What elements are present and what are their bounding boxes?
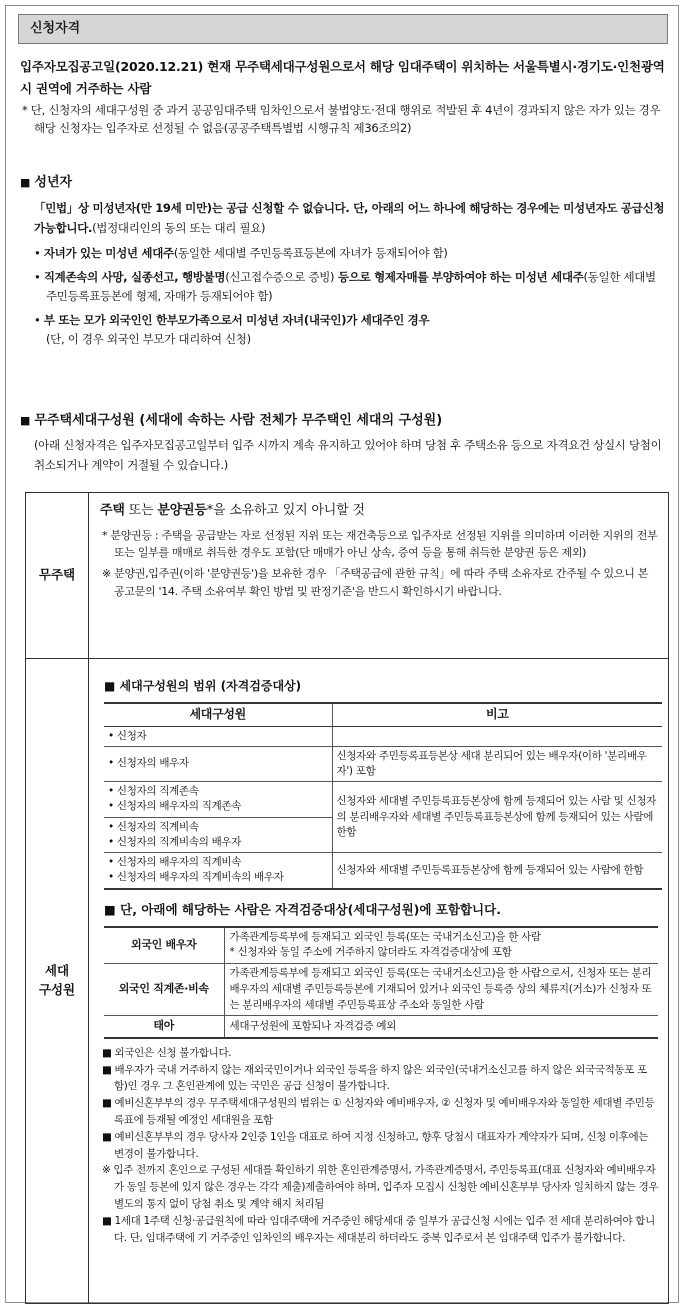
member-range-table <box>104 702 662 889</box>
foreign-desc: 가족관계등록부에 등재되고 외국인 등록(또는 국내거소신고)을 한 사람으로서, 신청자 또는 분리배우자의 세대별 주민등록등본에 기재되어 있거나 외국인 등록증 상의 체류지(거소)가 신청자 또는 분리배우자의 세대별 주민등록표상 주소와 동일한 사람 <box>224 964 658 1016</box>
foreign-desc-line: * 신청자와 동일 주소에 거주하지 않더라도 자격검증대상에 포함 <box>229 946 512 959</box>
member-note: ■ 외국인은 신청 불가합니다. <box>102 1046 232 1059</box>
member-line: • 신청자의 직계존속 <box>108 785 199 798</box>
minor-block <box>20 173 670 348</box>
member-row-body <box>90 659 668 1246</box>
minor-item-3-bold: 부 또는 모가 외국인인 한부모가족으로서 미성년 자녀(내국인)가 세대주인 경우 <box>43 313 430 328</box>
member-cell: • 신청자의 배우자 <box>104 746 332 781</box>
foreign-label: 외국인 배우자 <box>104 927 224 964</box>
eligibility-table <box>25 492 669 1304</box>
minor-heading-text: 성년자 <box>34 175 73 190</box>
household-para: (아래 신청자격은 입주자모집공고일부터 입주 시까지 계속 유지하고 있어야 하며 당첨 후 주택소유 등으로 자격요건 상실시 당첨이 취소되거나 계약이 거절될 수 있습니다.) <box>34 437 662 473</box>
section-title: 신청자격 <box>18 14 668 44</box>
member-label-line2: 구성원 <box>38 982 76 997</box>
owner-title-b2: 분양권등 <box>157 503 207 518</box>
note-cell: 신청자와 세대별 주민등록표등본상에 함께 등재되어 있는 사람 및 신청자의 분리배우자와 세대별 주민등록표등본상에 함께 등재되어 있는 사람에 한함 <box>332 782 662 853</box>
household-block <box>20 411 670 476</box>
owner-note-1: * 분양권등 : 주택을 공급받는 자로 선정된 지위 또는 재건축등으로 입주자로 선정된 지위를 의미하며 이러한 지위의 전부 또는 일부를 매매로 취득한 경우도 포함(단 매매가 아닌 상속, 증여 등을 통해 취득한 분양권 등은 제외) <box>102 528 658 560</box>
minor-item-1-rest: (동일한 세대별 주민등록표등본에 자녀가 등재되어야 함) <box>173 246 448 261</box>
owner-note-2: ※ 분양권,입주권(이하 '분양권등')을 보유한 경우 「주택공급에 관한 규칙」에 따라 주택 소유자로 간주될 수 있으니 본 공고문의 '14. 주택 소유여부 확인 방법 및 판정기준'을 반드시 확인하시기 바랍니다. <box>102 566 649 598</box>
minor-item-2-mid: (신고접수증으로 증빙) <box>225 270 335 285</box>
minor-para-bold: 「민법」상 미성년자(만 19세 미만)는 공급 신청할 수 없습니다. 단, 아래의 어느 하나에 해당하는 경우에는 미성년자도 공급신청 가능합니다. <box>34 200 665 235</box>
foreign-label: 태아 <box>104 1016 224 1038</box>
member-notes <box>100 1045 660 1247</box>
minor-item-2-rest: (동일한 세대별 주민등록표등본에 형제, 자매가 등재되어야 함) <box>46 270 656 303</box>
member-note: ■ 예비신혼부부의 경우 당사자 2인중 1인을 대표로 하여 지정 신청하고, 향후 당첨시 대표자가 계약자가 되며, 신청 이후에는 변경이 불가합니다. <box>102 1130 649 1160</box>
minor-para-rest: (법정대리인의 동의 또는 대리 필요) <box>92 220 266 235</box>
member-row-label <box>26 659 89 1303</box>
table-row <box>104 782 662 817</box>
member-line: • 신청자의 배우자의 직계비속의 배우자 <box>108 871 284 884</box>
minor-item-2: • 직계존속의 사망, 실종선고, 행방불명(신고접수증으로 증빙) 등으로 형제자매를 부양하여야 하는 미성년 세대주(동일한 세대별 주민등록표등본에 형제, 자매가 등재되어야 함) <box>34 270 656 303</box>
owner-row-body <box>90 493 668 603</box>
square-bullet-icon: ■ <box>20 176 31 189</box>
foreign-desc: 세대구성원에 포함되나 자격검증 예외 <box>224 1016 658 1038</box>
intro-lead: 입주자모집공고일(2020.12.21) 현재 무주택세대구성원으로서 해당 임대주택이 위치하는 서울특별시·경기도·인천광역시 권역에 거주하는 사람 <box>20 59 665 96</box>
minor-item-3-rest: (단, 이 경우 외국인 부모가 대리하여 신청) <box>46 331 251 346</box>
household-heading-text: 무주택세대구성원 (세대에 속하는 사람 전체가 무주택인 세대의 구성원) <box>34 413 443 428</box>
foreign-table <box>104 926 658 1039</box>
foreign-desc <box>224 927 658 964</box>
table-row <box>104 1016 658 1038</box>
member-cell <box>104 853 332 889</box>
table-row <box>104 927 658 964</box>
foreign-label: 외국인 직계존·비속 <box>104 964 224 1016</box>
member-cell: • 신청자 <box>104 726 332 746</box>
member-line: • 신청자의 배우자의 직계비속 <box>108 856 242 869</box>
member-label-line1: 세대 <box>44 963 70 979</box>
foreign-desc-line: 가족관계등록부에 등재되고 외국인 등록(또는 국내거소신고)을 한 사람 <box>229 930 541 943</box>
owner-row <box>26 493 668 659</box>
intro-note: * 단, 신청자의 세대구성원 중 과거 공공임대주택 임차인으로서 불법양도·전대 행위로 적발된 후 4년이 경과되지 않은 자가 있는 경우 해당 신청자는 입주자로 선정될 수 없음(공공주택특별법 시행규칙 제36조의2) <box>22 102 661 136</box>
owner-title <box>100 501 660 522</box>
table-row <box>104 726 662 746</box>
member-note: ■ 예비신혼부부의 경우 무주택세대구성원의 범위는 ① 신청자와 예비배우자, ② 신청자 및 예비배우자와 동일한 세대별 주민등록표에 등재될 예정인 세대원을 포함 <box>102 1097 655 1126</box>
minor-item-1-bold: 자녀가 있는 미성년 세대주 <box>43 246 174 261</box>
table-row <box>104 746 662 781</box>
minor-paragraph <box>20 198 670 238</box>
owner-title-b1: 주택 <box>100 503 125 518</box>
intro-block <box>20 56 670 138</box>
member-line: • 신청자의 직계비속의 배우자 <box>108 835 242 848</box>
household-heading <box>20 411 670 432</box>
member-row <box>26 659 668 1303</box>
table-header-note: 비고 <box>332 703 662 726</box>
minor-heading <box>20 173 670 194</box>
member-note: ■ 1세대 1주택 신청·공급원칙에 따라 임대주택에 거주중인 해당세대 중 일부가 공급신청 시에는 입주 전 세대 분리하여야 합니다. 단, 임대주택에 기 거주중인 임차인의 배우자는 세대분리 하더라도 중복 입주로서 본 임대주택 입주가 불가합니다. <box>102 1214 655 1244</box>
owner-title-rest: *을 소유하고 있지 아니할 것 <box>206 503 365 518</box>
table-row <box>104 964 658 1016</box>
member-cell <box>104 782 332 817</box>
member-note: ※ 입주 전까지 혼인으로 구성된 세대를 확인하기 위한 혼인관계증명서, 가족관계증명서, 주민등록표(대표 신청자와 예비배우자가 동일 등본에 있지 않은 경우는 각각 제출)제출하여야 하며, 입주자 모집시 신청한 예비신혼부부 당사자 일치하지 않는 경우 별도의 통지 없이 당첨 취소 및 계약 해지 처리됨 <box>102 1164 659 1210</box>
minor-item-1: • 자녀가 있는 미성년 세대주(동일한 세대별 주민등록표등본에 자녀가 등재되어야 함) <box>34 246 448 261</box>
table-header-members: 세대구성원 <box>104 703 332 726</box>
minor-item-2-bold: 직계존속의 사망, 실종선고, 행방불명 <box>43 270 226 285</box>
member-line: • 신청자의 배우자의 직계존속 <box>108 800 242 813</box>
minor-item-3: • 부 또는 모가 외국인인 한부모가족으로서 미성년 자녀(내국인)가 세대주인 경우 (단, 이 경우 외국인 부모가 대리하여 신청) <box>34 313 430 346</box>
minor-item-2-bold2: 등으로 형제자매를 부양하여야 하는 미성년 세대주 <box>334 270 584 285</box>
member-line: • 신청자의 직계비속 <box>108 820 199 833</box>
foreign-heading: ■ 단, 아래에 해당하는 사람은 자격검증대상(세대구성원)에 포함합니다. <box>104 901 501 917</box>
note-cell <box>332 726 662 746</box>
member-note: ■ 배우자가 국내 거주하지 않는 재외국민이거나 외국인 등록을 하지 않은 외국인(국내거소신고를 하지 않은 외국국적동포 포함)인 경우 그 혼인관계에 있는 국민은 공급 신청이 불가합니다. <box>102 1063 647 1093</box>
note-cell: 신청자와 세대별 주민등록표등본상에 함께 등재되어 있는 사람에 한함 <box>332 853 662 889</box>
notice-page <box>5 5 679 1303</box>
owner-title-m1: 또는 <box>124 503 158 518</box>
range-heading: ■ 세대구성원의 범위 (자격검증대상) <box>104 679 302 693</box>
owner-row-label: 무주택 <box>26 493 89 658</box>
table-row <box>104 853 662 889</box>
note-cell: 신청자와 주민등록표등본상 세대 분리되어 있는 배우자(이하 '분리배우자') 포함 <box>332 746 662 781</box>
square-bullet-icon: ■ <box>20 414 31 427</box>
member-cell <box>104 817 332 852</box>
